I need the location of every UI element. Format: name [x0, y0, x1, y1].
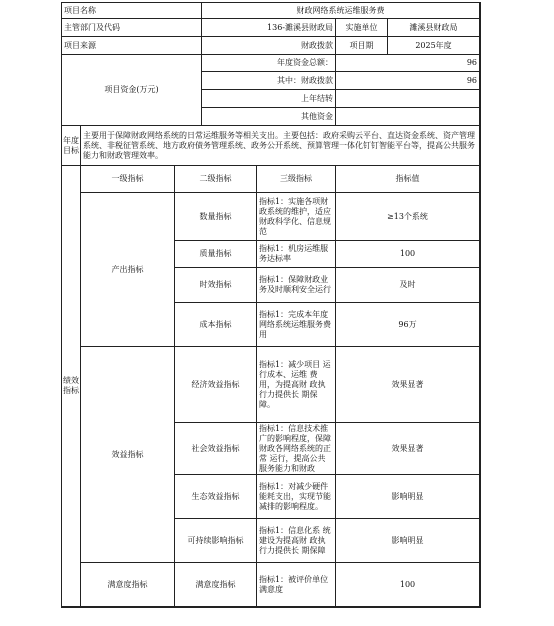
value-annual-goal: 主要用于保障财政网络系统的日常运维服务等相关支出。主要包括：政府采购云平台、直达资金系统、资产管理系统、非税征管系统、地方政府债务管理系统、政务公开系统、预算管理一体化钉钉智能平台等，提高公共服务能力和财政管理效率。	[81, 126, 480, 166]
table-row-level2: 经济效益指标	[175, 347, 257, 423]
value-source: 财政拨款	[202, 37, 336, 55]
header-level2: 二级指标	[175, 166, 257, 193]
table-row-level3: 指标1：完成本年度网络系统运维服务费用	[257, 303, 336, 347]
value-last-year	[336, 90, 480, 108]
table-row-value: 100	[336, 563, 480, 607]
label-funds: 项目资金(万元)	[62, 55, 202, 126]
level1-satisfaction: 满意度指标	[81, 563, 175, 607]
table-row-value: 及时	[336, 268, 480, 303]
header-level1: 一级指标	[81, 166, 175, 193]
value-other	[336, 108, 480, 126]
table-row-value: 影响明显	[336, 475, 480, 519]
label-project-name: 项目名称	[62, 3, 202, 19]
label-annual-total: 年度资金总额：	[202, 55, 336, 72]
table-row-level3: 指标1：信息化系 统建设为提高财 政执行力提供长 期保障	[257, 519, 336, 563]
project-performance-table	[61, 2, 481, 608]
table-row-value: 影响明显	[336, 519, 480, 563]
table-row-level3: 指标1：被评价单位满意度	[257, 563, 336, 607]
table-row-value: 96万	[336, 303, 480, 347]
table-row-level3: 指标1：对减少硬件能耗支出，实现节能减排的影响程度。	[257, 475, 336, 519]
table-row-value: 效果显著	[336, 347, 480, 423]
table-row-value: 100	[336, 241, 480, 268]
label-last-year: 上年结转	[202, 90, 336, 108]
table-row-level3: 指标1：减少项目 运行成本、运维 费用，为提高财 政执行力提供长 期保障。	[257, 347, 336, 423]
label-other: 其他资金	[202, 108, 336, 126]
value-project-name: 财政网络系统运维服务费	[202, 3, 480, 19]
table-row-level2: 社会效益指标	[175, 423, 257, 475]
table-row-level2: 成本指标	[175, 303, 257, 347]
table-row-value: 效果显著	[336, 423, 480, 475]
table-row-level2: 数量指标	[175, 193, 257, 241]
label-period: 项目期	[336, 37, 388, 55]
table-row-value: ≥13个系统	[336, 193, 480, 241]
label-of-which-fiscal: 其中：财政拨款	[202, 72, 336, 90]
value-of-which-fiscal: 96	[336, 72, 480, 90]
label-source: 项目来源	[62, 37, 202, 55]
level1-benefit: 效益指标	[81, 347, 175, 563]
header-value: 指标值	[336, 166, 480, 193]
table-row-level2: 可持续影响指标	[175, 519, 257, 563]
value-impl-unit: 濉溪县财政局	[388, 19, 480, 37]
label-impl-unit: 实施单位	[336, 19, 388, 37]
value-period: 2025年度	[388, 37, 480, 55]
label-performance: 绩效指标	[62, 166, 81, 607]
table-row-level3: 指标1：实施各项财政系统的维护，适应财政科学化、信息规范	[257, 193, 336, 241]
value-annual-total: 96	[336, 55, 480, 72]
table-row-level2: 生态效益指标	[175, 475, 257, 519]
value-department: 136-濉溪县财政局	[202, 19, 336, 37]
level1-output: 产出指标	[81, 193, 175, 347]
table-row-level2: 满意度指标	[175, 563, 257, 607]
table-row-level2: 质量指标	[175, 241, 257, 268]
header-level3: 三级指标	[257, 166, 336, 193]
table-row-level3: 指标1：保障财政业务及时顺利安全运行	[257, 268, 336, 303]
label-annual-goal: 年度目标	[62, 126, 81, 166]
table-row-level3: 指标1：信息技术推广的影响程度，保障财政各网络系统的正常 运行，提高公共 服务能力和财政	[257, 423, 336, 475]
table-row-level2: 时效指标	[175, 268, 257, 303]
table-row-level3: 指标1：机房运维服务达标率	[257, 241, 336, 268]
label-department: 主管部门及代码	[62, 19, 202, 37]
